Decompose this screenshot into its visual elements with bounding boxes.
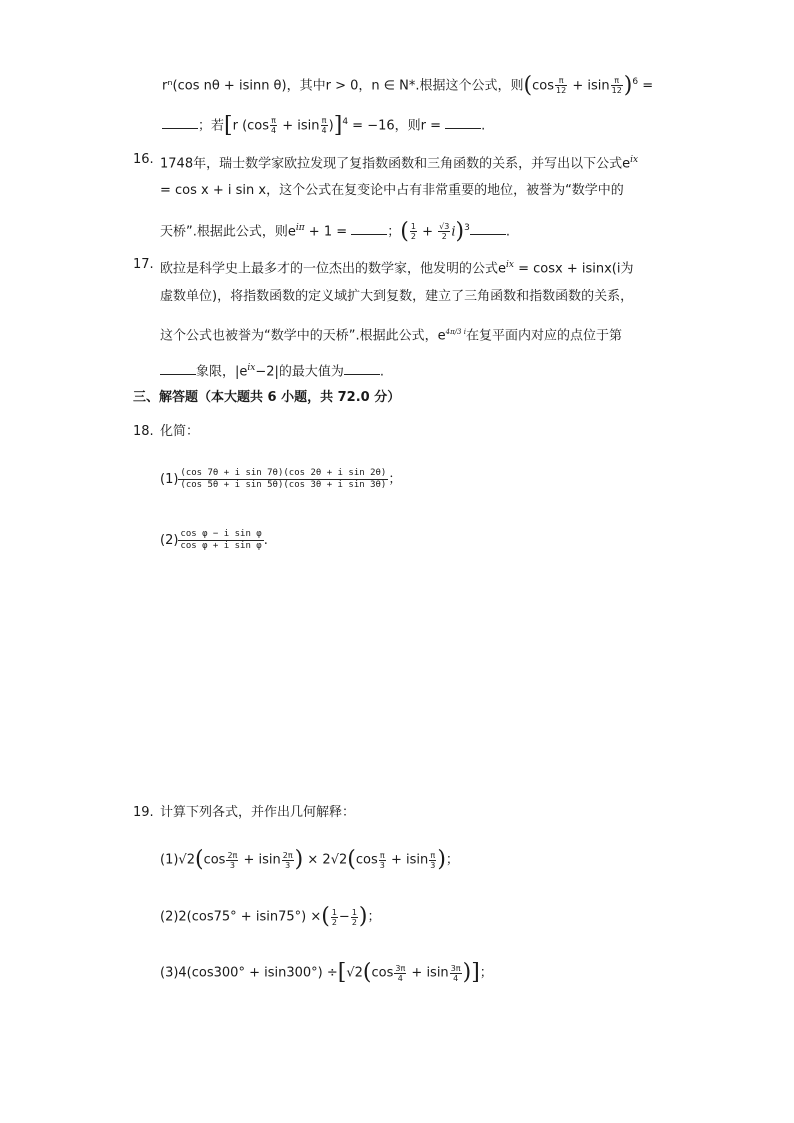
q15-line2: ；若[r (cos $\frac{\pi}{4}$ + isin $\frac{\pi}{4}$ )]$^4$ = −16，则r = . bbox=[162, 112, 485, 136]
q18-part1: (1) $\frac{\text{(cos 7θ + i sin 7θ)(cos 2θ + i sin 2θ)}}{\text{(cos 5θ + i sin 5θ)(cos 3θ + i sin 3θ)}}$ ； bbox=[160, 468, 402, 490]
q17-line3: 这个公式也被誉为“数学中的天桥”.根据此公式，$e^{4\pi/3 i}$在复平面内对应的点位于第 bbox=[160, 328, 622, 344]
fraction: $\frac{\text{cos φ − i sin φ}}{\text{cos φ + i sin φ}}$ bbox=[180, 529, 262, 551]
fraction: $\frac{2\pi}{3}$ bbox=[227, 850, 238, 870]
question-number: 19. bbox=[133, 805, 154, 820]
fraction: $\frac{√3}{2}$ bbox=[439, 222, 450, 242]
fraction: $\frac{\pi}{4}$ bbox=[271, 116, 277, 136]
answer-blank[interactable] bbox=[445, 116, 481, 129]
q19-part1: (1)√2(cos $\frac{2\pi}{3}$ + isin $\frac{2\pi}{3}$ ) × 2√2(cos $\frac{\pi}{3}$ + isin $\frac{\pi}{3}$ )； bbox=[160, 847, 459, 872]
fraction: $\frac{3\pi}{4}$ bbox=[450, 963, 461, 983]
answer-blank[interactable] bbox=[160, 362, 196, 375]
fraction: $\frac{\pi}{3}$ bbox=[430, 850, 436, 870]
answer-blank[interactable] bbox=[344, 362, 380, 375]
q15-text: rⁿ(cos nθ + isinn θ)，其中r > 0，n ∈ N*.根据这个公式，则 bbox=[162, 78, 524, 94]
fraction: $\frac{1}{2}$ bbox=[351, 907, 357, 927]
fraction: $\frac{2\pi}{3}$ bbox=[282, 850, 293, 870]
q19-part3: (3)4(cos300° + isin300°) ÷[√2(cos $\frac{3\pi}{4}$ + isin $\frac{3\pi}{4}$ )]； bbox=[160, 960, 493, 985]
fraction: $\frac{\pi}{4}$ bbox=[321, 116, 327, 136]
q18-title: 化简： bbox=[160, 424, 200, 439]
q16-line2: = cos x + i sin x，这个公式在复变论中占有非常重要的地位，被誉为“数学中的 bbox=[160, 183, 624, 198]
q17-line2: 虚数单位)，将指数函数的定义域扩大到复数，建立了三角函数和指数函数的关系， bbox=[160, 289, 634, 304]
fraction: $\frac{1}{2}$ bbox=[331, 907, 337, 927]
answer-blank[interactable] bbox=[351, 222, 387, 235]
question-number: 17. bbox=[133, 257, 154, 272]
q17-line4: 象限，$|e^{ix}-2|$的最大值为 . bbox=[160, 358, 384, 382]
q16-line1: 1748年，瑞士数学家欧拉发现了复指数函数和三角函数的关系，并写出以下公式$e^{ix}$ bbox=[160, 155, 639, 172]
q17-line1: 欧拉是科学史上最多才的一位杰出的数学家，他发明的公式$e^{ix} = \cos x + isinx(i$为 bbox=[160, 260, 634, 277]
question-number: 18. bbox=[133, 424, 154, 439]
q16-line3: 天桥”.根据此公式，则$e^{i\pi} + 1$ = ；( $\frac{1}{2}$ + $\frac{√3}{2}$ i)$^3$ . bbox=[160, 218, 510, 244]
question-number: 16. bbox=[133, 152, 154, 167]
section-heading: 三、解答题（本大题共 6 小题，共 72.0 分） bbox=[133, 390, 401, 405]
answer-blank[interactable] bbox=[162, 116, 198, 129]
q15-line1: rⁿ(cos nθ + isinn θ)，其中r > 0，n ∈ N*.根据这个公式，则(cos $\frac{\pi}{12}$ + isin $\frac{\pi}{12}$ )$^6$ = bbox=[162, 72, 654, 98]
q19-part2: (2)2(cos75° + isin75°) ×( $\frac{1}{2}$ − $\frac{1}{2}$ )； bbox=[160, 904, 381, 929]
fraction: $\frac{1}{2}$ bbox=[410, 222, 416, 242]
fraction: $\frac{3\pi}{4}$ bbox=[395, 963, 406, 983]
fraction: $\frac{\pi}{12}$ bbox=[611, 76, 622, 96]
q18-part2: (2) $\frac{\text{cos φ − i sin φ}}{\text{cos φ + i sin φ}}$ . bbox=[160, 529, 268, 551]
fraction: $\frac{\text{(cos 7θ + i sin 7θ)(cos 2θ + i sin 2θ)}}{\text{(cos 5θ + i sin 5θ)(cos 3θ + i sin 3θ)}}$ bbox=[180, 468, 387, 490]
fraction: $\frac{\pi}{3}$ bbox=[379, 850, 385, 870]
answer-blank[interactable] bbox=[470, 222, 506, 235]
fraction: $\frac{\pi}{12}$ bbox=[556, 76, 567, 96]
q19-title: 计算下列各式，并作出几何解释： bbox=[160, 805, 356, 820]
